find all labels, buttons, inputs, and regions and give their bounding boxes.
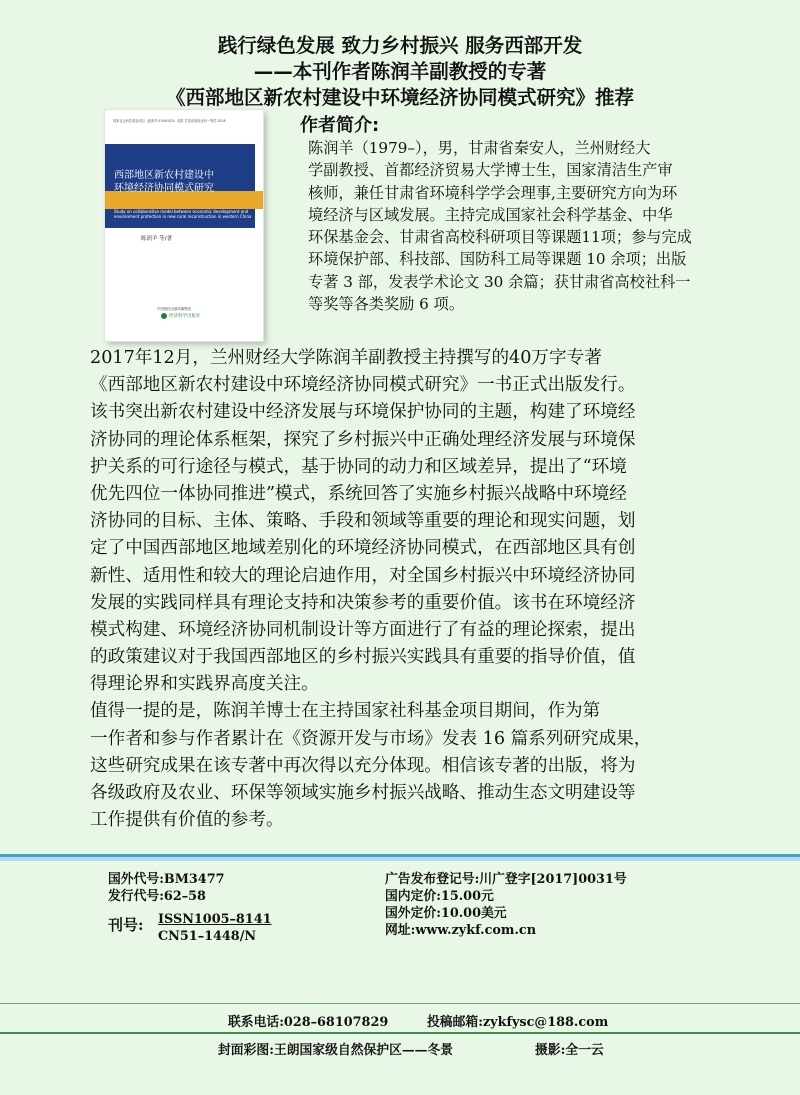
body-p1-line: 2017年12月，兰州财经大学陈润羊副教授主持撰写的40万字专著 (90, 348, 602, 368)
body-p2-line: 值得一提的是，陈润羊博士在主持国家社科基金项目期间，作为第 (90, 701, 601, 722)
issn-number: ISSN1005–8141 (158, 912, 272, 927)
book-author: 陈润羊 等/著 (141, 236, 173, 242)
author-intro-line: 专著 3 部，发表学术论文 30 余篇；获甘肃省高校社科一 (308, 272, 691, 291)
book-cover (105, 110, 263, 341)
foreign-code: 国外代号:BM3477 (108, 872, 225, 887)
author-intro-line: 境经济与区域发展。主持完成国家社会科学基金、中华 (308, 205, 673, 224)
footer-rule-mid (0, 1032, 800, 1034)
publisher-logo-icon (161, 313, 167, 319)
submission-email[interactable]: 投稿邮箱:zykfysc@188.com (427, 1015, 609, 1030)
author-intro-text (308, 137, 728, 315)
body-p2-line: 这些研究成果在该专著中再次得以充分体现。相信该专著的出版，将为 (90, 755, 636, 776)
author-intro-line: 陈润羊（1979–），男，甘肃省秦安人，兰州财经大 (308, 139, 651, 157)
body-paragraphs (90, 345, 722, 834)
body-p1-line: 济协同的理论体系框架，探究了乡村振兴中正确处理经济发展与环境保 (90, 429, 636, 450)
author-intro-line: 等奖等各类奖励 6 项。 (308, 295, 465, 314)
foreign-price: 国外定价:10.00美元 (385, 906, 507, 921)
author-intro-line: 环保基金会、甘肃省高校科研项目等课题11项；参与完成 (308, 228, 692, 247)
ad-license: 广告发布登记号:川广登字[2017]0031号 (385, 872, 627, 887)
body-p1-line: 发展的实践同样具有理论支持和决策参考的重要价值。该书在环境经济 (90, 592, 636, 613)
footer-rule-top (0, 1003, 800, 1004)
body-p1-line: 《西部地区新农村建设中环境经济协同模式研究》一书正式出版发行。 (90, 375, 636, 396)
contact-phone: 联系电话:028–68107829 (228, 1015, 389, 1030)
book-publisher-line: 中国财经出版传媒集团 (157, 307, 191, 311)
body-p1-line: 该书突出新农村建设中经济发展与环境保护协同的主题，构建了环境经 (90, 402, 636, 423)
journal-number-label: 刊号: (108, 916, 144, 934)
photographer-credit: 摄影:全一云 (535, 1043, 604, 1058)
body-p2-line: 工作提供有价值的参考。 (90, 810, 284, 831)
cn-number: CN51–1448/N (158, 929, 257, 944)
publisher-logo (161, 313, 207, 319)
body-p1-line: 优先四位一体协同推进”模式，系统回答了实施乡村振兴战略中环境经 (90, 483, 627, 504)
body-p2-line: 各级政府及农业、环保等领域实施乡村振兴战略、推动生态文明建设等 (90, 783, 636, 803)
author-intro-line: 环境保护部、科技部、国防科工局等课题 10 余项；出版 (308, 250, 687, 269)
book-title-cn-1: 西部地区新农村建设中 (114, 170, 214, 181)
body-p1-line: 模式构建、环境经济协同机制设计等方面进行了有益的理论探索，提出 (90, 619, 636, 640)
body-p1-line: 得理论界和实践界高度关注。 (90, 674, 319, 695)
header-title-line2: ——本刊作者陈润羊副教授的专著 (253, 60, 547, 83)
publisher-name: 经济科学出版社 (169, 314, 201, 319)
body-p2-line: 一作者和参与作者累计在《资源开发与市场》发表 16 篇系列研究成果， (90, 728, 652, 749)
header-title-line1: 践行绿色发展 致力乡村振兴 服务西部开发 (217, 34, 583, 57)
body-p1-line: 护关系的可行途径与模式，基于协同的动力和区域差异，提出了“环境 (90, 456, 627, 477)
website-link[interactable]: 网址:www.zykf.com.cn (385, 923, 537, 938)
author-intro-line: 学副教授、首都经济贸易大学博士生，国家清洁生产审 (308, 161, 673, 180)
divider-band-light (0, 857, 800, 861)
body-p1-line: 济协同的目标、主体、策略、手段和领域等重要的理论和现实问题，划 (90, 511, 636, 532)
body-p1-line: 新性、适用性和较大的理论启迪作用，对全国乡村振兴中环境经济协同 (90, 565, 636, 586)
domestic-price: 国内定价:15.00元 (385, 889, 494, 904)
book-title-en: Study on collaborative model between economic development and environment protection in new rural reconstruction in western China (114, 209, 252, 219)
header-title-line3: 《西部地区新农村建设中环境经济协同模式研究》推荐 (165, 86, 634, 109)
book-series-line: 国家社会科学基金项目（批准号:15XJY023）成果 甘肃省高校社科一等奖 2018 (113, 119, 226, 123)
author-intro-line: 核师，兼任甘肃省环境科学学会理事,主要研究方向为环 (308, 183, 678, 202)
body-p1-line: 的政策建议对于我国西部地区的乡村振兴实践具有重要的指导价值，值 (90, 647, 636, 668)
book-title-cn-2: 环境经济协同模式研究 (114, 183, 214, 194)
body-p1-line: 定了中国西部地区地域差别化的环境经济协同模式，在西部地区具有创 (90, 538, 636, 559)
author-intro-heading: 作者简介: (300, 115, 380, 136)
issue-code: 发行代号:62–58 (108, 889, 206, 904)
cover-photo-credit: 封面彩图:王朗国家级自然保护区——冬景 (218, 1043, 454, 1058)
